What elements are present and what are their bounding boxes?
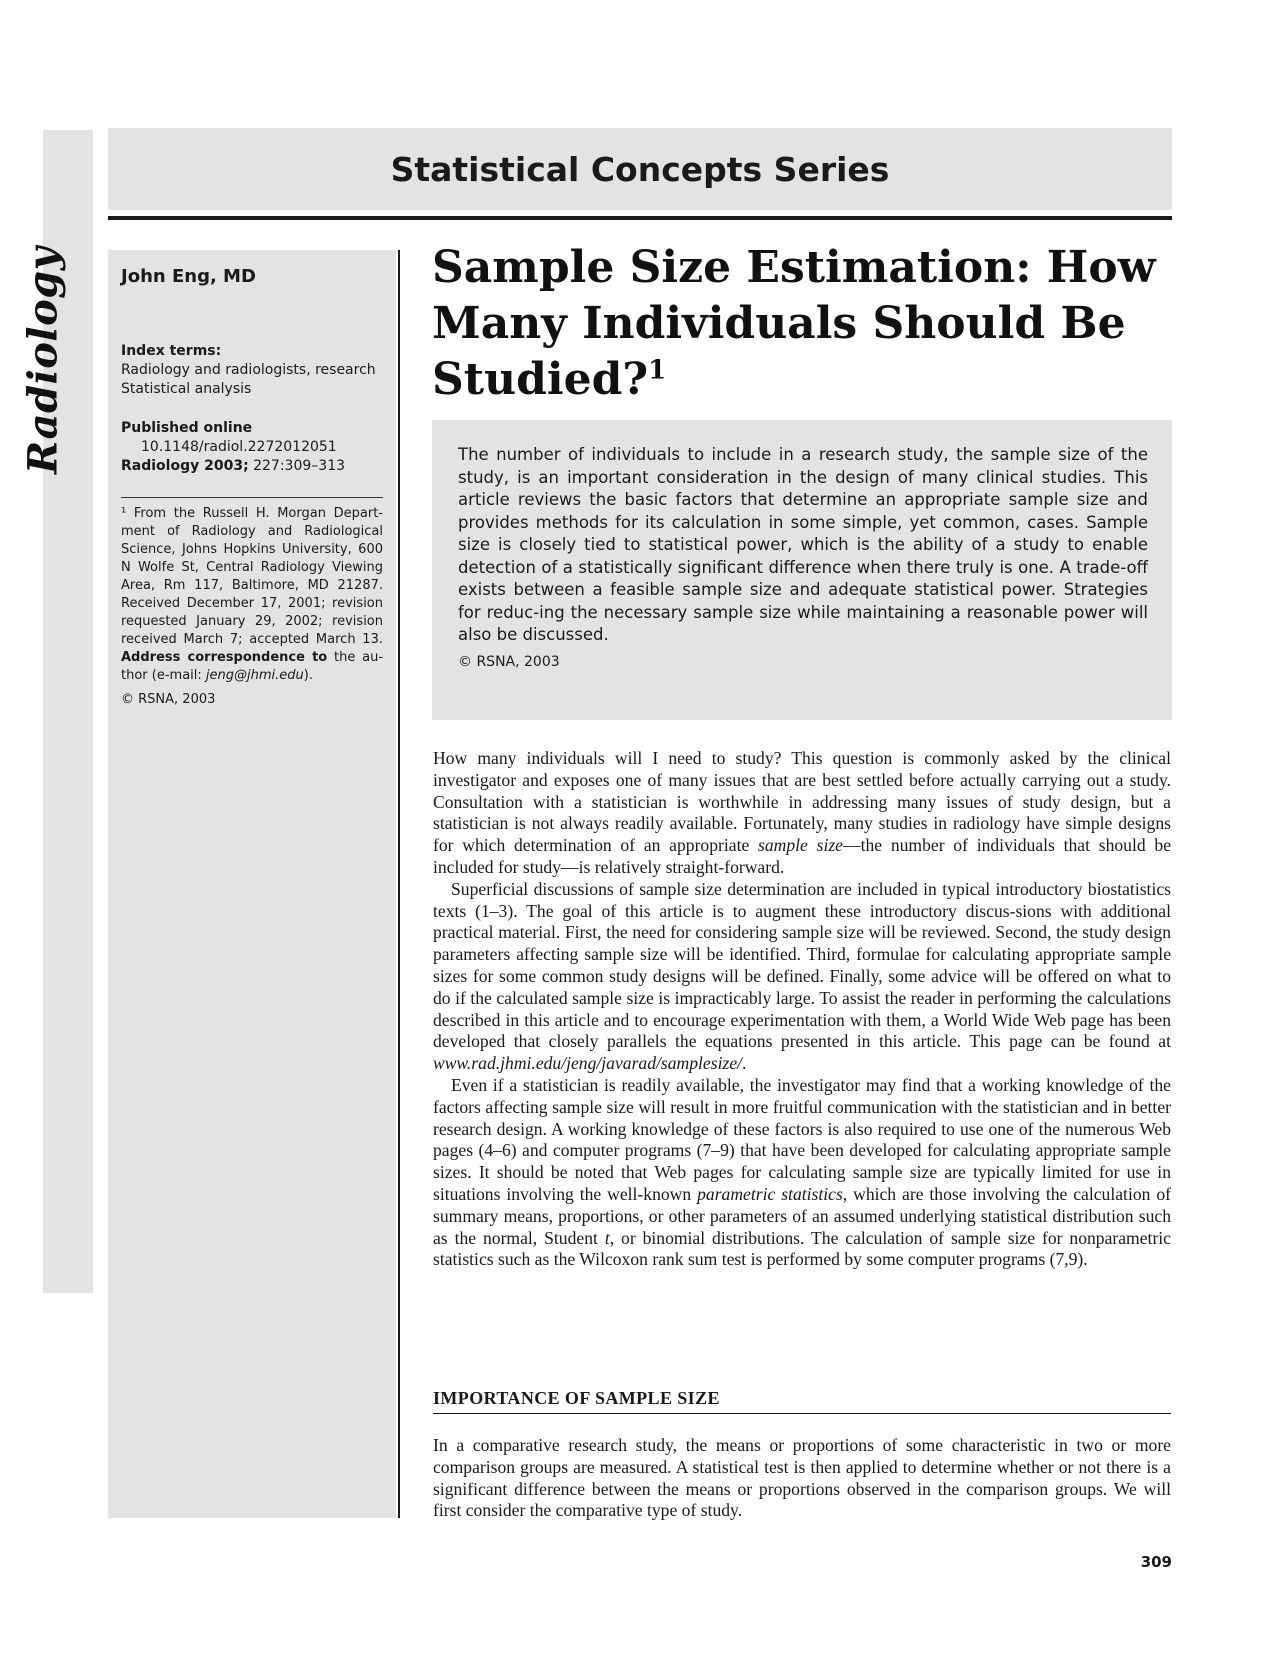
index-term: Statistical analysis [121,381,252,397]
abstract-text: The number of individuals to include in a research study, the sample size of the study, is an important consideration in the design of many clinical studies. This article reviews the basic factors that determine an appropriate sample size and provides methods for its calculation in some simple, yet common, cases. Sample size is closely tied to statistical power, which is the ability of a study to enable detection of a statistically significant difference when there truly is one. A trade-off exists between a feasible sample size and adequate statistical power. Strategies for reduc-ing the necessary sample size while maintaining a reasonable power will also be discussed. [458,445,1148,644]
author-email: jeng@jhmi.edu [205,668,304,683]
text-run: , or binomial distributions. The calculation of sample size for nonparametric statistics such as the Wilcoxon rank sum test is performed by some computer programs (7,9). [433,1227,1171,1270]
text-run: , which are those involving the calculation of summary means, proportions, or other parameters of an assumed underlying statistical distribution such as the normal, Student [433,1183,1171,1248]
title-footnote-mark: 1 [648,355,667,386]
abstract-box [432,420,1172,720]
text-run: —the number of individuals that should be included for study—is relatively straight-forward. [433,835,1172,877]
text-run: Even if a statistician is readily available, the investigator may find that a working knowledge of the factors affecting sample size will result in more fruitful communication with the statistician and in better research design. A working knowledge of these factors is also required to use one of the numerous Web pages (4–6) and computer programs (7–9) that have been developed for calculating appropriate sample sizes. It should be noted that Web pages for calculating sample size are typically limited for use in situations involving the well-known [433,1074,1171,1204]
correspondence-end: ). [303,668,313,683]
footnote-text: ¹ From the Russell H. Morgan Depart-ment of Radiology and Radiological Science, Johns Hopkins University, 600 N Wolfe St, Central Radiology Viewing Area, Rm 117, Baltimore, MD 21287. Received December 17, 2001; revision requested January 29, 2002; revision received March 7; accepted March 13. [121,506,383,647]
title-text: Sample Size Estimation: How Many Individuals Should Be Studied? [432,242,1156,405]
series-rule [108,216,1172,220]
emphasis-term: parametric statistics [697,1183,843,1204]
published-heading: Published online [121,420,253,436]
sidebar-copyright: © RSNA, 2003 [121,692,216,707]
publication-info [121,419,345,476]
series-title: Statistical Concepts Series [108,128,1172,210]
text-run: Superficial discussions of sample size determination are included in typical introductory biostatistics texts (1–3). The goal of this article is to augment these introductory discus-sions with additional practical material. First, the need for considering sample size will be reviewed. Second, the study design parameters affecting sample size will be identified. Third, formulae for calculating appropriate sample sizes for some common study designs will be defined. Finally, some advice will be offered on what to do if the calculated sample size is impracticably large. To assist the reader in performing the calculations described in this article and to encourage experimentation with them, a World Wide Web page has been developed that closely parallels the equations presented in this article. This page can be found at [433,878,1171,1052]
text-run: How many individuals will I need to study? This question is commonly asked by the clinical investigator and exposes one of many issues that are best settled before actually carrying out a study. Consultation with a statistician is worthwhile in addressing many issues of study design, but a statistician is not always readily available. Fortunately, many studies in radiology have simple designs for which determination of an appropriate [433,748,1171,856]
body-paragraph [433,879,1171,1075]
index-term: Radiology and radiologists, research [121,362,376,378]
emphasis-term: t [604,1227,610,1248]
article-body [433,748,1171,1271]
section-heading: IMPORTANCE OF SAMPLE SIZE [433,1388,1171,1414]
citation [121,457,345,476]
correspondence-text: the au-thor (e-mail: [121,650,384,683]
article-title [432,240,1172,408]
sidebar-rule [398,250,400,1518]
emphasis-term: sample size [758,835,843,856]
section-body [433,1435,1171,1522]
index-terms-heading: Index terms: [121,343,222,359]
citation-journal: Radiology 2003; [121,458,249,474]
journal-name: Radiology [19,246,67,474]
page-number: 309 [1140,1553,1172,1571]
abstract-copyright: © RSNA, 2003 [458,653,560,670]
article-sidebar [108,250,396,1518]
body-paragraph [433,748,1171,879]
web-address: www.rad.jhmi.edu/jeng/javarad/samplesize/ [433,1053,743,1074]
body-paragraph: In a comparative research study, the means or proportions of some characteristic in two or more comparison groups are measured. A statistical test is then applied to determine whether or not there is a significant difference between the means or proportions observed in the comparison groups. We will first consider the comparative type of study. [433,1435,1171,1521]
footnote-separator [121,497,383,498]
citation-volume: 227:309–313 [248,458,346,474]
text-run: . [742,1053,747,1074]
affiliation-footnote [121,505,383,709]
author-name: John Eng, MD [121,266,256,287]
doi: 10.1148/radiol.2272012051 [141,439,337,455]
correspondence-label: Address correspondence to [121,650,328,665]
index-terms [121,342,376,399]
body-paragraph [433,1075,1171,1271]
